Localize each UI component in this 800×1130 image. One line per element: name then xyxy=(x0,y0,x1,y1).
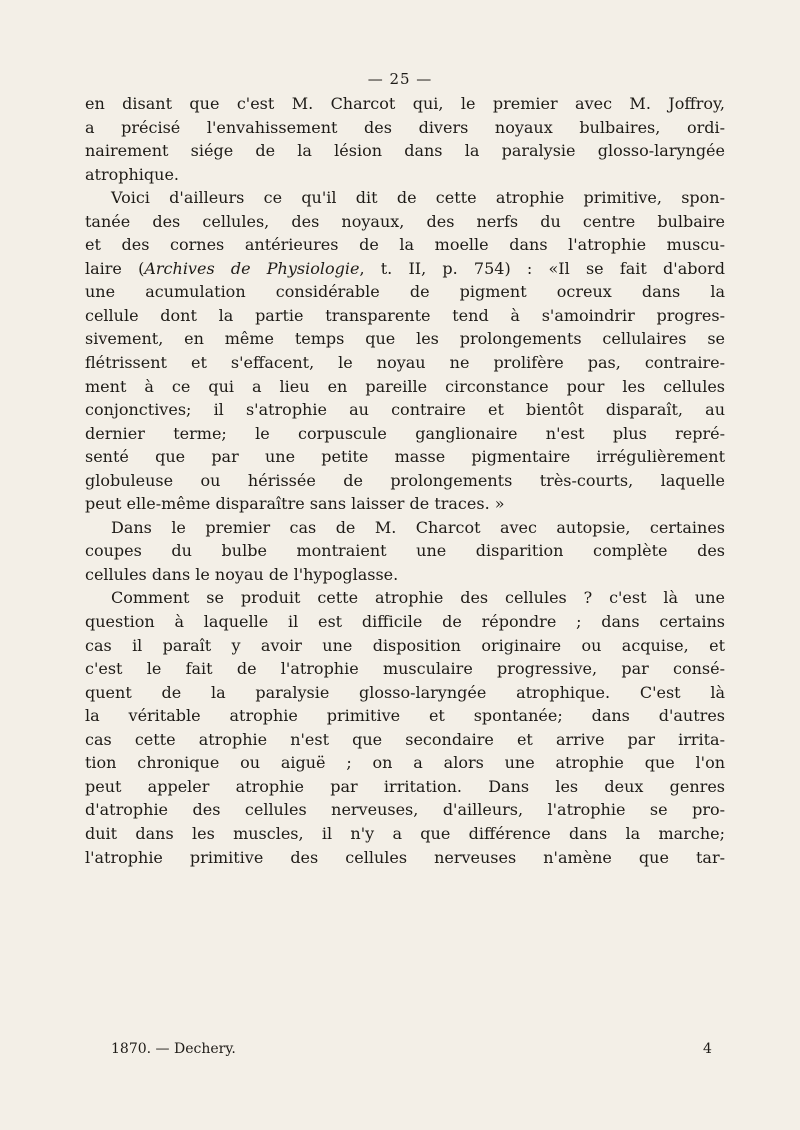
text-line: cellules dans le noyau de l'hypoglasse. xyxy=(85,564,399,584)
text-line: l'atrophie primitive des cellules nerveuses n'amène que tar- xyxy=(85,847,725,867)
text-line: peut appeler atrophie par irritation. Dans les deux genres xyxy=(85,776,725,796)
citation-prefix: laire ( xyxy=(85,258,145,278)
text-line: et des cornes antérieures de la moelle dans l'atrophie muscu- xyxy=(85,235,725,255)
paragraph xyxy=(85,92,725,186)
printer-signature: 1870. — Dechery. xyxy=(111,1041,236,1057)
citation-line xyxy=(85,257,725,281)
text-line: ment à ce qui a lieu en pareille circonstance pour les cellules xyxy=(85,376,725,396)
text-line: tanée des cellules, des noyaux, des nerfs du centre bulbaire xyxy=(85,211,725,231)
text-line: question à laquelle il est difficile de répondre ; dans certains xyxy=(85,612,725,632)
paragraph xyxy=(85,516,725,587)
text-line: Dans le premier cas de M. Charcot avec autopsie, certaines xyxy=(111,517,725,537)
citation-suffix: , t. II, p. 754) : «Il se fait d'abord xyxy=(359,258,725,278)
text-line: globuleuse ou hérissée de prolongements très-courts, laquelle xyxy=(85,470,725,490)
text-line: dernier terme; le corpuscule ganglionaire n'est plus repré- xyxy=(85,423,725,443)
text-line: cellule dont la partie transparente tend à s'amoindrir progres- xyxy=(85,305,725,325)
text-line: tion chronique ou aiguë ; on a alors une atrophie que l'on xyxy=(85,753,725,773)
text-line: sivement, en même temps que les prolongements cellulaires se xyxy=(85,329,725,349)
text-line: cas il paraît y avoir une disposition originaire ou acquise, et xyxy=(85,635,725,655)
text-line: Voici d'ailleurs ce qu'il dit de cette atrophie primitive, spon- xyxy=(111,188,725,208)
paragraph xyxy=(85,586,725,869)
text-line: en disant que c'est M. Charcot qui, le premier avec M. Joffroy, xyxy=(85,94,725,113)
text-line: flétrissent et s'effacent, le noyau ne prolifère pas, contraire- xyxy=(85,353,725,373)
text-line: nairement siége de la lésion dans la paralysie glosso-laryngée xyxy=(85,141,725,161)
page-number: — 25 — xyxy=(367,70,433,88)
text-line: a précisé l'envahissement des divers noyaux bulbaires, ordi- xyxy=(85,117,725,137)
text-line: atrophique. xyxy=(85,164,180,184)
journal-title: Archives de Physiologie xyxy=(144,258,360,278)
text-line: la véritable atrophie primitive et spontanée; dans d'autres xyxy=(85,706,725,726)
text-line: cas cette atrophie n'est que secondaire et arrive par irrita- xyxy=(85,729,725,749)
text-line: c'est le fait de l'atrophie musculaire progressive, par consé- xyxy=(85,659,725,679)
text-line: peut elle-même disparaître sans laisser de traces. » xyxy=(85,494,505,514)
body-text xyxy=(85,92,725,869)
text-line: coupes du bulbe montraient une disparition complète des xyxy=(85,541,725,561)
sheet-number: 4 xyxy=(703,1041,712,1057)
text-line: d'atrophie des cellules nerveuses, d'ailleurs, l'atrophie se pro- xyxy=(85,800,725,820)
paragraph xyxy=(85,186,725,516)
text-line: Comment se produit cette atrophie des cellules ? c'est là une xyxy=(111,588,725,608)
page-footer xyxy=(0,1041,800,1063)
text-line: senté que par une petite masse pigmentaire irrégulièrement xyxy=(85,447,725,467)
text-line: conjonctives; il s'atrophie au contraire et bientôt disparaît, au xyxy=(85,400,725,420)
text-line: duit dans les muscles, il n'y a que différence dans la marche; xyxy=(85,823,725,843)
text-line: quent de la paralysie glosso-laryngée atrophique. C'est là xyxy=(85,682,725,702)
text-line: une acumulation considérable de pigment ocreux dans la xyxy=(85,282,725,302)
